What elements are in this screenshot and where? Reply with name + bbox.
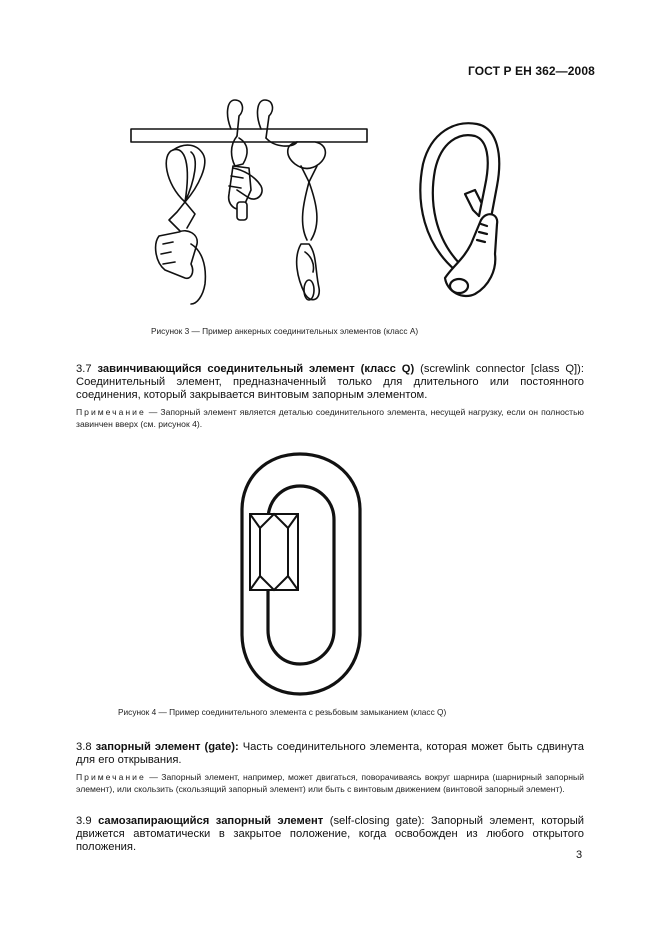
note-3-7 [76, 406, 584, 431]
section-number: 3.8 [76, 741, 92, 753]
term: самозапирающийся запорный элемент [98, 815, 324, 827]
definition: Часть соединительного элемента, которая может быть сдвинута для его открывания. [76, 741, 585, 767]
note-label: Примечание [76, 407, 146, 417]
figure-4-caption: Рисунок 4 — Пример соединительного элемента с резьбовым замыканием (класс Q) [118, 707, 447, 717]
term: запорный элемент (gate): [95, 741, 239, 753]
note-label: Примечание [76, 772, 146, 782]
section-3-7 [76, 363, 584, 403]
screw-gate [250, 514, 298, 590]
document-header: ГОСТ Р ЕН 362—2008 [468, 64, 595, 78]
term: завинчивающийся соединительный элемент (класс Q) [97, 363, 415, 375]
english-term: (screwlink connector [class Q]): [420, 363, 584, 375]
section-3-9 [76, 815, 584, 855]
note-text: — Запорный элемент, например, может двигаться, поворачиваясь вокруг шарнира (шарнирный запорный элемент), или скользить (скользящий запорный элемент) или быть с винтовым движением (винтовой запорный элемент). [76, 772, 584, 795]
right-connector [297, 244, 320, 300]
section-number: 3.7 [76, 363, 92, 375]
page-number: 3 [576, 849, 583, 861]
section-number: 3.9 [76, 815, 92, 827]
figure-4-screwlink-connector [240, 448, 390, 703]
note-3-8 [76, 771, 584, 796]
figure-3-anchor-connectors [125, 94, 525, 309]
definition: Запорный элемент, который движется автоматически в закрытое положение, когда освобожден из любого открытого положения. [76, 815, 585, 854]
anchor-bar [131, 129, 367, 142]
section-3-8 [76, 741, 584, 767]
note-text: — Запорный элемент является деталью соединительного элемента, несущей нагрузку, если он полностью завинчен вверх (см. рисунок 4). [76, 407, 585, 430]
sling-right-loop [288, 142, 326, 169]
snap-hook [420, 123, 499, 296]
figure-3-caption: Рисунок 3 — Пример анкерных соединительных элементов (класс А) [151, 326, 419, 336]
english-term: (self-closing gate): [329, 815, 425, 827]
definition: Соединительный элемент, предназначенный только для длительного или постоянного соединения, который закрывается винтовым запорным элементом. [76, 376, 584, 402]
